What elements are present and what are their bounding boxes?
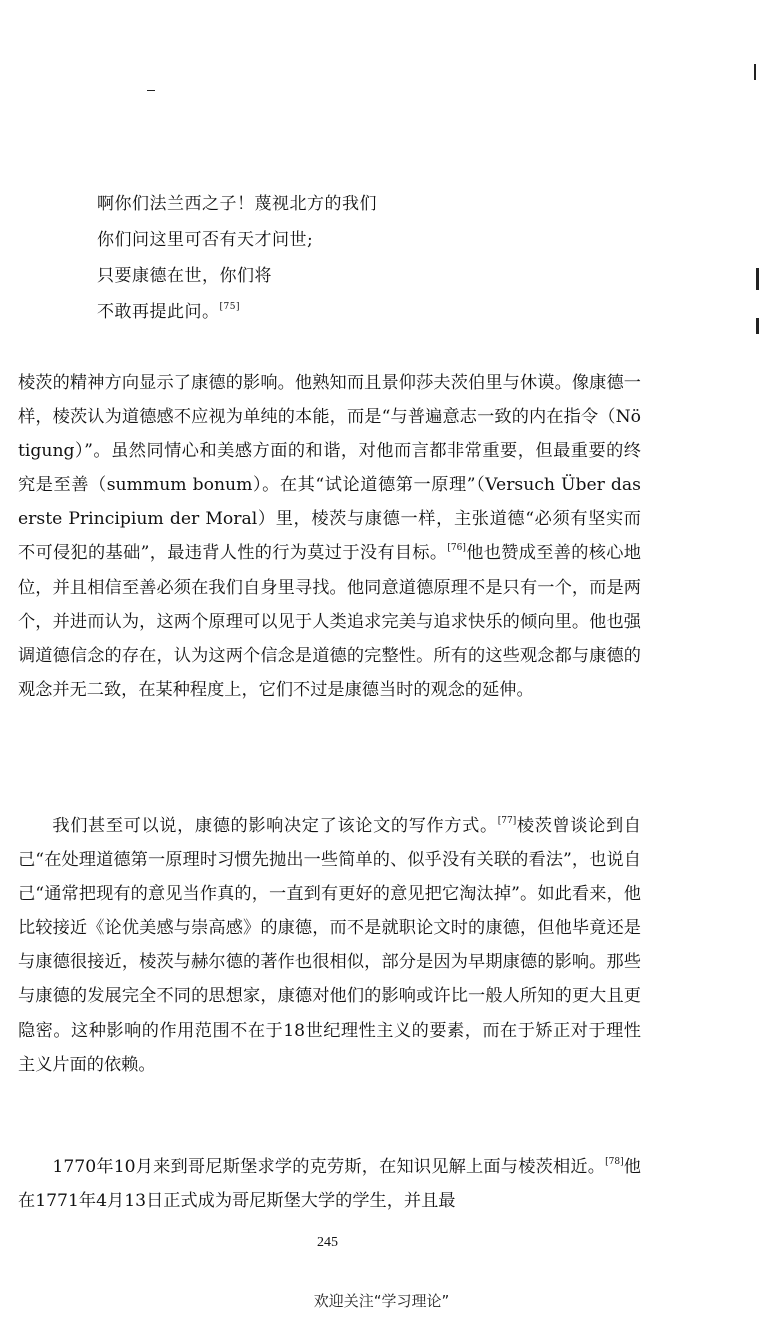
poem-quote	[97, 186, 517, 330]
paragraph-text: 他也赞成至善的核心地位，并且相信至善必须在我们自身里寻找。他同意道德原理不是只有一个，而是两个，并进而认为，这两个原理可以见于人类追求完美与追求快乐的倾向里。他也强调道德信念的存在，认为这两个信念是道德的完整性。所有的这些观念都与康德的观念并无二致，在某种程度上，它们不过是康德当时的观念的延伸。	[18, 543, 641, 700]
paragraph	[18, 1150, 641, 1218]
paragraph	[18, 809, 641, 1082]
paragraph-text: 棱茨的精神方向显示了康德的影响。他熟知而且景仰莎夫茨伯里与休谟。像康德一样，棱茨认为道德感不应视为单纯的本能，而是“与普遍意志一致的内在指令（Nötigung）”。虽然同情心和美感方面的和谐，对他而言都非常重要，但最重要的终究是至善（summum bonum）。在其“试论道德第一原理”（Versuch Über das erste Principium der Moral）里，棱茨与康德一样，主张道德“必须有坚实而不可侵犯的基础”，最违背人性的行为莫过于没有目标。	[18, 373, 641, 564]
poem-line: 只要康德在世，你们将	[97, 266, 272, 286]
poem-line	[97, 294, 517, 330]
footnote-ref: [76]	[447, 543, 466, 554]
page-number: 245	[317, 1235, 338, 1250]
scan-mark	[756, 268, 759, 290]
scan-mark	[756, 318, 759, 334]
paragraph-text: 1770年10月来到哥尼斯堡求学的克劳斯，在知识见解上面与棱茨相近。	[52, 1157, 606, 1177]
paragraph-text: 他在1771年4月13日正式成为哥尼斯堡大学的学生，并且最	[18, 1157, 641, 1212]
poem-line-text: 不敢再提此问。	[97, 302, 220, 322]
scan-mark	[147, 90, 155, 91]
paragraph	[18, 366, 641, 707]
footnote-ref: [75]	[219, 302, 240, 312]
poem-line: 你们问这里可否有天才问世;	[97, 230, 314, 250]
paragraph-text: 棱茨曾谈论到自己“在处理道德第一原理时习惯先抛出一些简单的、似乎没有关联的看法”，也说自己“通常把现有的意见当作真的，一直到有更好的意见把它淘汰掉”。如此看来，他比较接近《论优美感与崇高感》的康德，而不是就职论文时的康德，但他毕竟还是与康德很接近，棱茨与赫尔德的著作也很相似，部分是因为早期康德的影响。那些与康德的发展完全不同的思想家，康德对他们的影响或许比一般人所知的更大且更隐密。这种影响的作用范围不在于18世纪理性主义的要素，而在于矫正对于理性主义片面的依赖。	[18, 816, 641, 1075]
scan-mark	[754, 64, 756, 80]
poem-line: 啊你们法兰西之子！蔑视北方的我们	[97, 194, 377, 214]
footnote-ref: [78]	[605, 1157, 624, 1167]
paragraph-text: 我们甚至可以说，康德的影响决定了该论文的写作方式。	[52, 816, 498, 836]
footer-note: 欢迎关注“学习理论”	[313, 1292, 450, 1310]
footnote-ref: [77]	[497, 816, 517, 826]
